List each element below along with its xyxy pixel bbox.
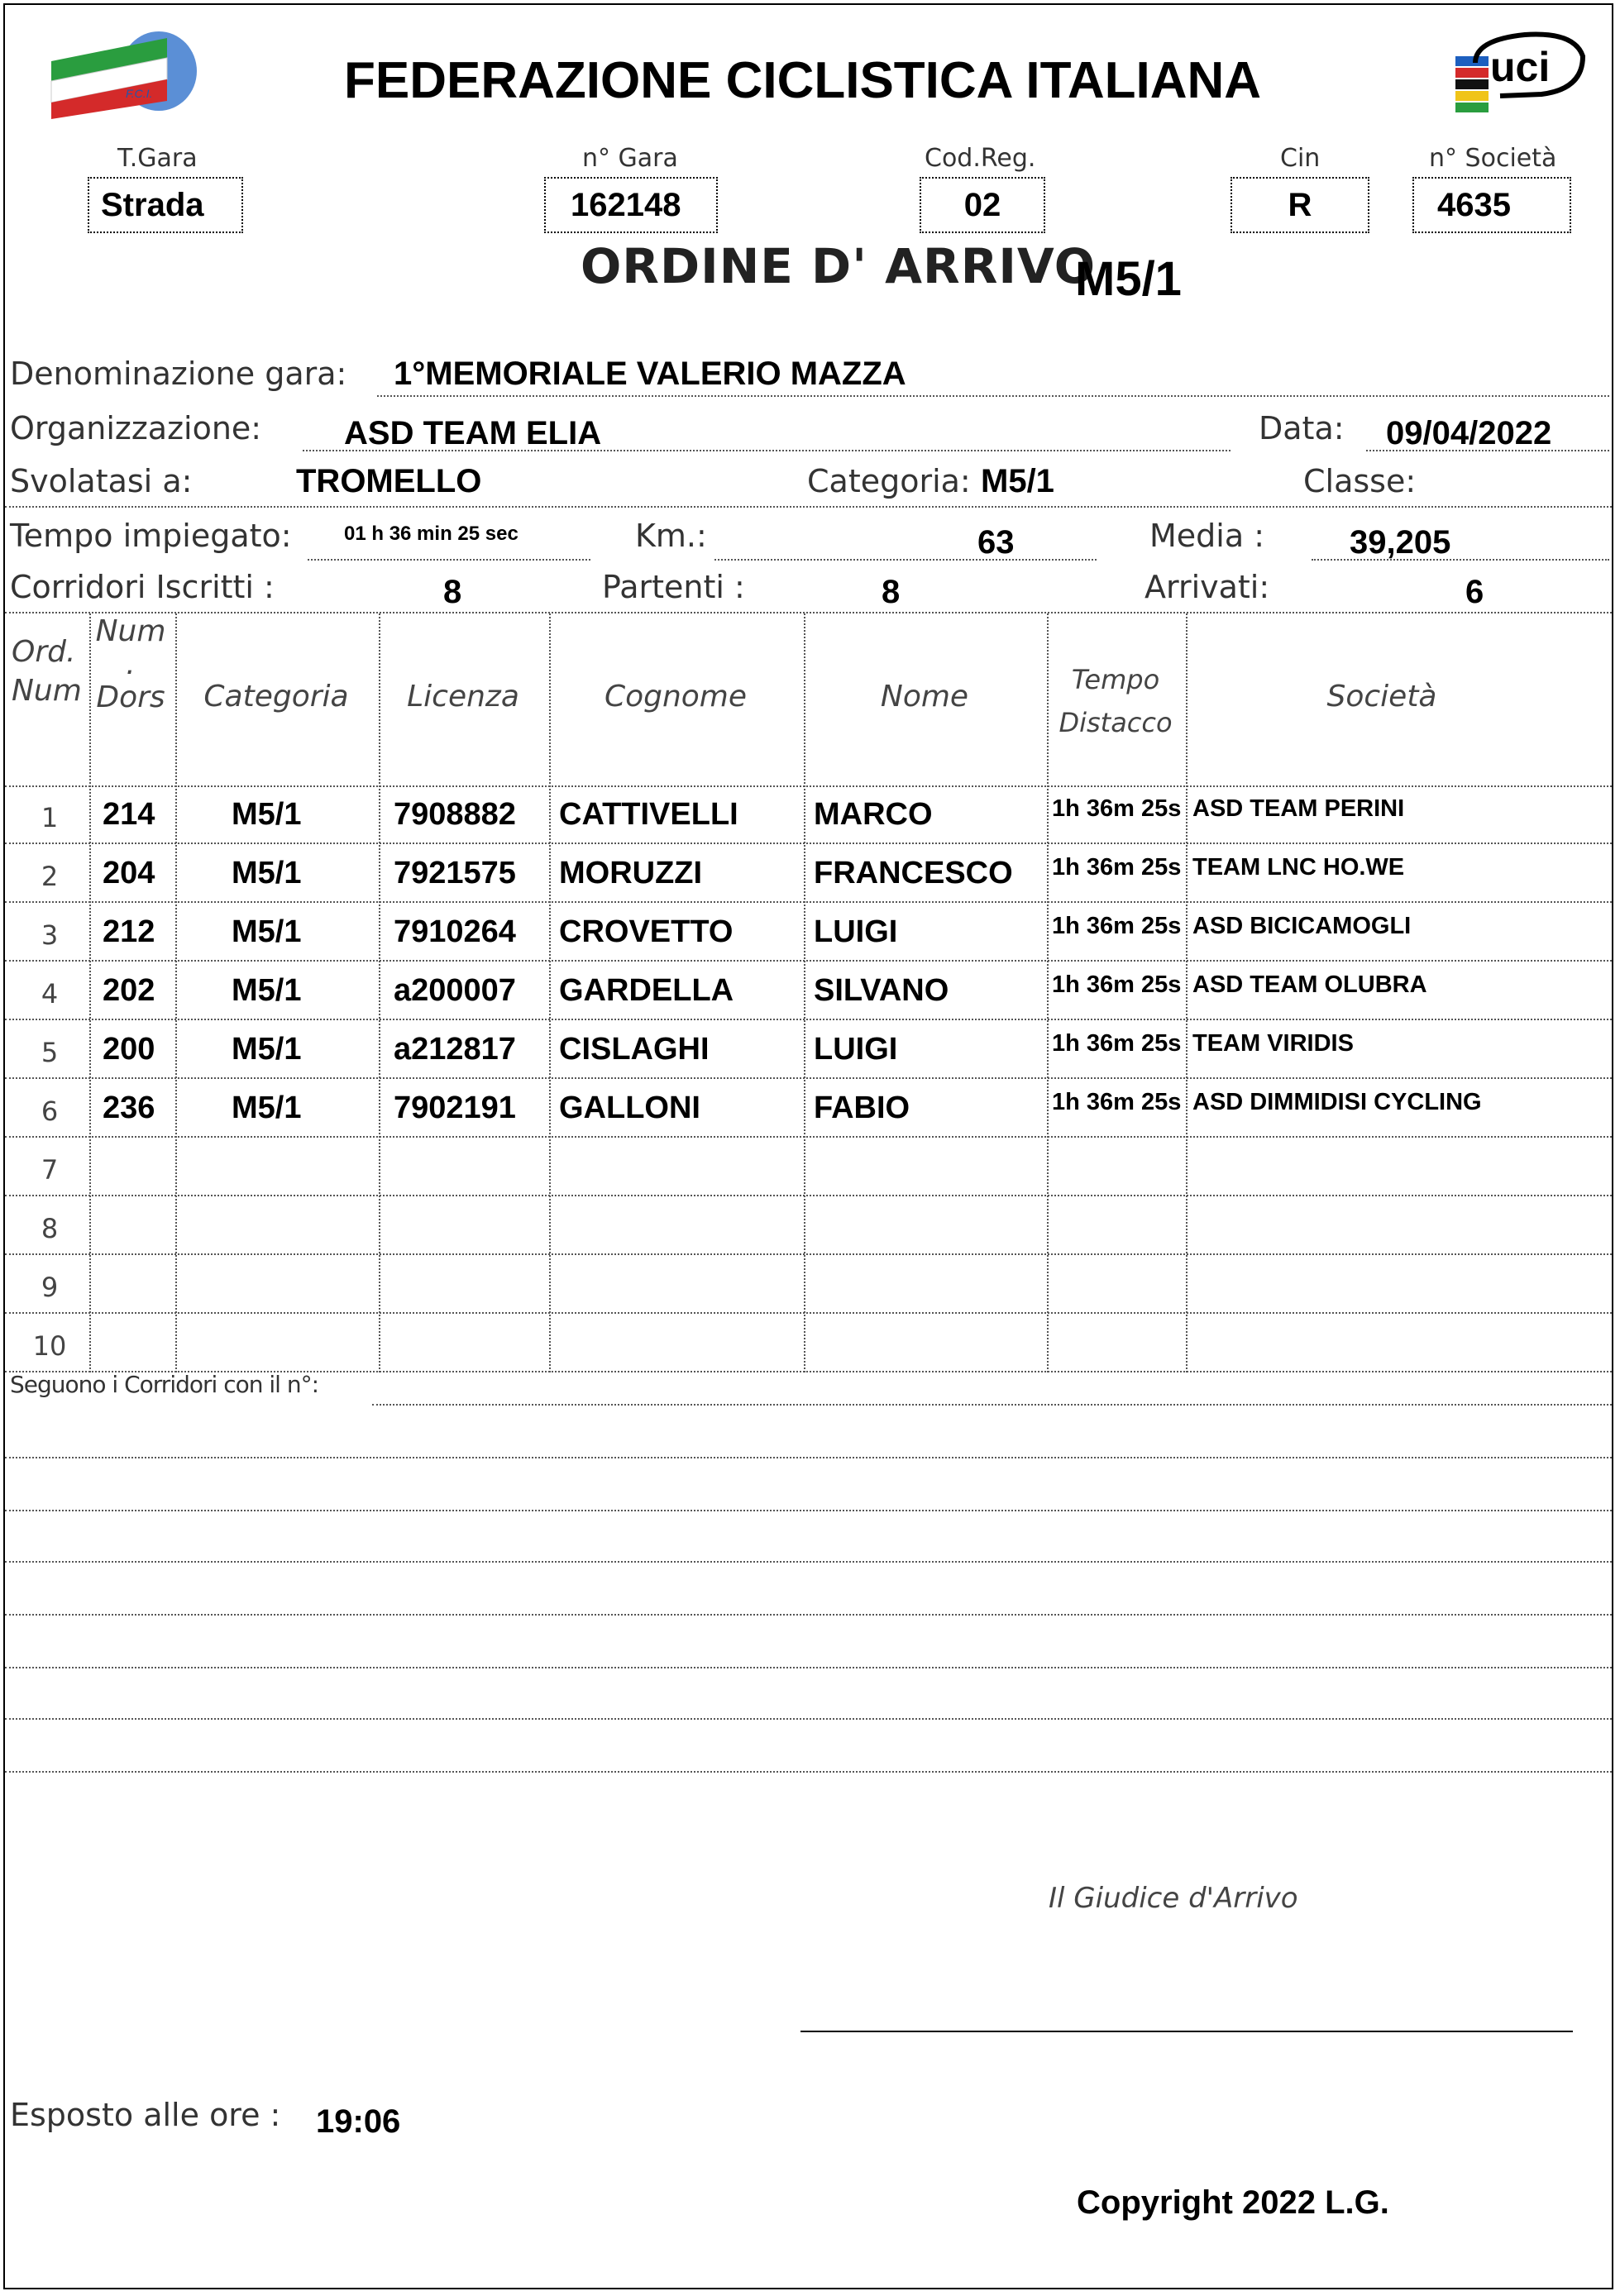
t-gara-label: T.Gara: [117, 144, 198, 173]
cell-tempo: 1h 36m 25s: [1052, 971, 1182, 998]
uci-logo: [1450, 23, 1591, 122]
cod-reg-value: 02: [920, 177, 1045, 233]
denominazione-label: Denominazione gara:: [10, 356, 347, 392]
rule: [5, 1510, 1612, 1511]
cell-num-dors: 212: [103, 914, 155, 949]
table-row: [5, 962, 1612, 1020]
esposto-label: Esposto alle ore :: [10, 2097, 281, 2133]
results-sheet: [3, 3, 1613, 2289]
copyright: Copyright 2022 L.G.: [1077, 2184, 1389, 2221]
header-licenza: Licenza: [407, 680, 519, 714]
media-label: Media :: [1149, 518, 1265, 554]
denominazione-value: 1°MEMORIALE VALERIO MAZZA: [394, 356, 906, 392]
page-title: FEDERAZIONE CICLISTICA ITALIANA: [344, 52, 1262, 109]
cell-ord: 1: [41, 802, 59, 833]
table-row: [5, 1079, 1612, 1138]
n-gara-value: 162148: [544, 177, 718, 233]
media-value: 39,205: [1350, 524, 1451, 561]
cell-ord: 7: [41, 1154, 59, 1186]
table-row: [5, 1138, 1612, 1196]
cell-societa: ASD TEAM PERINI: [1192, 795, 1405, 822]
header-ord: Ord. Num: [12, 635, 82, 708]
data-value: 09/04/2022: [1386, 415, 1552, 451]
cell-ord: 9: [41, 1272, 59, 1303]
cod-reg-label: Cod.Reg.: [925, 144, 1036, 173]
rule: [1312, 559, 1609, 561]
header-societa: Società: [1326, 680, 1437, 714]
cell-licenza: 7902191: [394, 1091, 516, 1125]
svg-text:F.C.I.: F.C.I.: [126, 87, 153, 100]
cell-licenza: 7910264: [394, 914, 516, 949]
cell-ord: 4: [41, 978, 59, 1010]
cin-label: Cin: [1280, 144, 1321, 173]
organizzazione-label: Organizzazione:: [10, 410, 262, 446]
cell-tempo: 1h 36m 25s: [1052, 913, 1182, 939]
cell-tempo: 1h 36m 25s: [1052, 1030, 1182, 1057]
rule: [5, 1614, 1612, 1616]
cell-categoria: M5/1: [232, 973, 302, 1008]
rule: [5, 612, 1612, 613]
cell-societa: ASD BICICAMOGLI: [1192, 913, 1412, 939]
cell-num-dors: 236: [103, 1091, 155, 1125]
signature-line: [800, 2031, 1573, 2032]
cell-ord: 10: [32, 1330, 67, 1362]
n-societa-label: n° Società: [1429, 144, 1557, 173]
cell-categoria: M5/1: [232, 856, 302, 890]
table-row: [5, 903, 1612, 962]
categoria-label: Categoria:: [807, 463, 971, 499]
cell-nome: LUIGI: [814, 1032, 898, 1067]
km-value: 63: [977, 524, 1015, 561]
rule: [5, 1561, 1612, 1563]
cell-num-dors: 202: [103, 973, 155, 1008]
categoria-value: M5/1: [981, 463, 1054, 499]
table-row: [5, 785, 1612, 844]
rule: [377, 395, 1609, 397]
cell-licenza: 7921575: [394, 856, 516, 890]
cell-licenza: 7908882: [394, 797, 516, 832]
rule: [372, 1404, 1612, 1406]
rule: [5, 1771, 1612, 1773]
header-num-dors: Num . Dors: [95, 614, 166, 714]
cell-licenza: a200007: [394, 973, 516, 1008]
cell-societa: ASD DIMMIDISI CYCLING: [1192, 1089, 1482, 1115]
cell-cognome: GALLONI: [559, 1091, 700, 1125]
partenti-label: Partenti :: [602, 569, 745, 605]
svg-text:uci: uci: [1490, 44, 1551, 90]
table-row: [5, 1255, 1612, 1314]
cell-ord: 5: [41, 1037, 59, 1068]
rule: [5, 506, 1612, 508]
iscritti-value: 8: [443, 574, 462, 610]
arrivati-label: Arrivati:: [1145, 569, 1270, 605]
rule: [308, 559, 590, 561]
cell-tempo: 1h 36m 25s: [1052, 854, 1182, 881]
rule: [1366, 450, 1609, 451]
rule: [5, 1667, 1612, 1668]
cell-ord: 2: [41, 861, 59, 892]
rule: [5, 1718, 1612, 1720]
table-row: [5, 1020, 1612, 1079]
cell-num-dors: 200: [103, 1032, 155, 1067]
data-label: Data:: [1259, 410, 1345, 446]
tempo-value: 01 h 36 min 25 sec: [344, 523, 518, 545]
cell-nome: SILVANO: [814, 973, 949, 1008]
cell-ord: 6: [41, 1095, 59, 1127]
cin-value: R: [1231, 177, 1369, 233]
esposto-value: 19:06: [316, 2103, 401, 2140]
table-row: [5, 1314, 1612, 1372]
cell-cognome: CROVETTO: [559, 914, 734, 949]
cell-ord: 3: [41, 919, 59, 951]
classe-label: Classe:: [1303, 463, 1417, 499]
document-category: M5/1: [1075, 252, 1182, 306]
n-gara-label: n° Gara: [582, 144, 678, 173]
table-row: [5, 1196, 1612, 1255]
cell-categoria: M5/1: [232, 914, 302, 949]
arrivati-value: 6: [1465, 574, 1484, 610]
header-categoria: Categoria: [203, 680, 349, 714]
cell-societa: TEAM LNC HO.WE: [1192, 854, 1405, 881]
cell-nome: FRANCESCO: [814, 856, 1013, 890]
cell-cognome: MORUZZI: [559, 856, 703, 890]
cell-nome: FABIO: [814, 1091, 910, 1125]
tempo-label: Tempo impiegato:: [10, 518, 292, 554]
cell-num-dors: 204: [103, 856, 155, 890]
iscritti-label: Corridori Iscritti :: [10, 569, 275, 605]
rule: [5, 1457, 1612, 1458]
cell-nome: LUIGI: [814, 914, 898, 949]
t-gara-value: Strada: [88, 177, 243, 233]
table-row: [5, 844, 1612, 903]
cell-licenza: a212817: [394, 1032, 516, 1067]
cell-categoria: M5/1: [232, 1032, 302, 1067]
cell-nome: MARCO: [814, 797, 933, 832]
cell-categoria: M5/1: [232, 1091, 302, 1125]
organizzazione-value: ASD TEAM ELIA: [344, 415, 602, 451]
cell-societa: ASD TEAM OLUBRA: [1192, 971, 1427, 998]
partenti-value: 8: [882, 574, 901, 610]
cell-tempo: 1h 36m 25s: [1052, 1089, 1182, 1115]
km-label: Km.:: [635, 518, 707, 554]
header-cognome: Cognome: [604, 680, 748, 714]
cell-categoria: M5/1: [232, 797, 302, 832]
header-nome: Nome: [880, 680, 969, 714]
cell-tempo: 1h 36m 25s: [1052, 795, 1182, 822]
cell-societa: TEAM VIRIDIS: [1192, 1030, 1354, 1057]
fci-logo: [35, 28, 208, 119]
cell-cognome: GARDELLA: [559, 973, 734, 1008]
svolatasi-label: Svolatasi a:: [10, 463, 193, 499]
document-title: ORDINE D' ARRIVO: [581, 238, 1097, 294]
cell-cognome: CISLAGHI: [559, 1032, 710, 1067]
rule: [714, 559, 1097, 561]
cell-num-dors: 214: [103, 797, 155, 832]
giudice-label: Il Giudice d'Arrivo: [1049, 1882, 1298, 1915]
rule: [303, 450, 1231, 451]
seguono-label: Seguono i Corridori con il n°:: [10, 1371, 319, 1398]
n-societa-value: 4635: [1412, 177, 1571, 233]
cell-cognome: CATTIVELLI: [559, 797, 738, 832]
cell-ord: 8: [41, 1213, 59, 1244]
svolatasi-value: TROMELLO: [296, 463, 482, 499]
header-tempo: Tempo Distacco: [1058, 664, 1173, 738]
